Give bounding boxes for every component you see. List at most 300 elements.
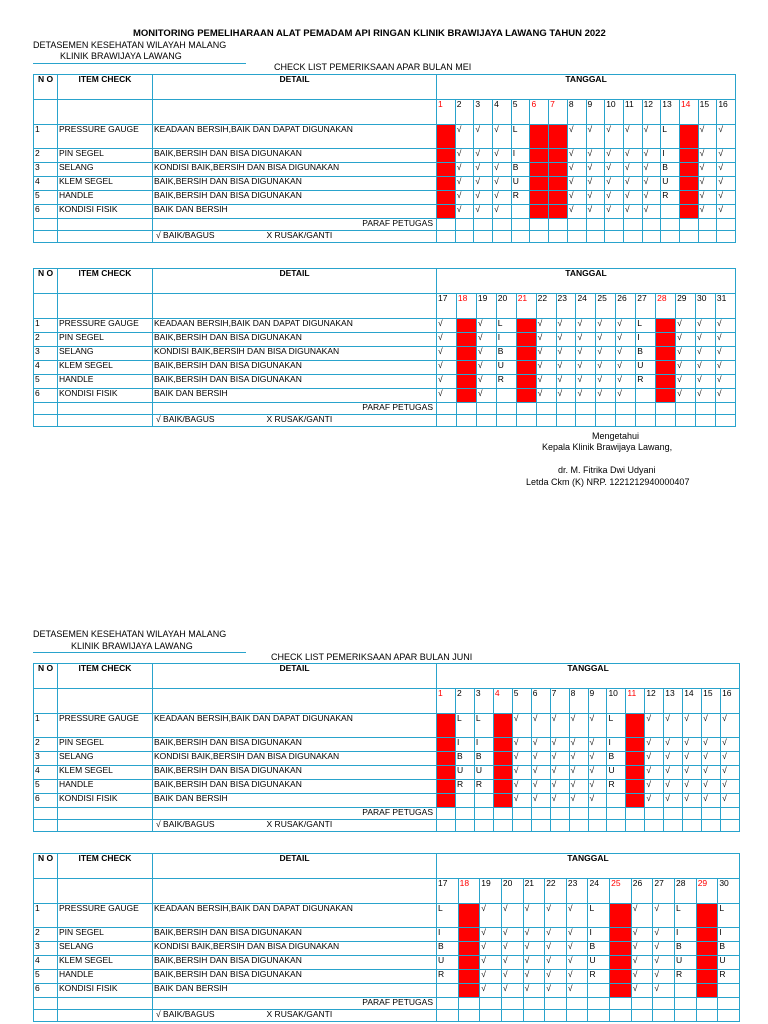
paraf-cell <box>496 403 516 415</box>
item-name: SELANG <box>58 163 153 177</box>
status-mark: B <box>496 347 516 361</box>
status-mark: √ <box>550 738 569 752</box>
holiday-cell <box>516 389 536 403</box>
status-mark: √ <box>476 375 496 389</box>
status-mark: √ <box>664 738 683 752</box>
empty-cell <box>696 1010 718 1022</box>
empty-cell <box>545 1010 567 1022</box>
empty-cell <box>631 1010 653 1022</box>
status-mark: √ <box>523 928 545 942</box>
empty-cell <box>512 820 531 832</box>
legend-bad: X RUSAK/GANTI <box>266 819 333 829</box>
holiday-cell <box>626 752 645 766</box>
status-mark: R <box>661 191 680 205</box>
item-detail: BAIK,BERSIH DAN BISA DIGUNAKAN <box>153 177 437 191</box>
detail-header: DETAIL <box>153 664 437 689</box>
day-number: 16 <box>721 689 740 714</box>
status-mark: I <box>718 928 740 942</box>
paraf-cell <box>437 998 459 1010</box>
holiday-cell <box>437 149 456 163</box>
status-mark: √ <box>523 970 545 984</box>
status-mark: √ <box>567 149 586 163</box>
status-mark <box>675 984 697 998</box>
holiday-cell <box>437 714 456 738</box>
empty-cell <box>566 1010 588 1022</box>
item-name: KONDISI FISIK <box>58 794 153 808</box>
legend-good: √ BAIK/BAGUS <box>156 414 215 424</box>
status-mark: √ <box>501 970 523 984</box>
item-detail: BAIK DAN BERSIH <box>153 794 437 808</box>
status-mark: √ <box>695 319 715 333</box>
row-number: 3 <box>34 347 58 361</box>
item-name: SELANG <box>58 347 153 361</box>
day-number: 19 <box>476 294 496 319</box>
status-mark: √ <box>715 361 735 375</box>
paraf-cell <box>493 219 512 231</box>
status-mark: √ <box>501 942 523 956</box>
status-mark: L <box>675 904 697 928</box>
item-detail: KEADAAN BERSIH,BAIK DAN DAPAT DIGUNAKAN <box>153 904 437 928</box>
holiday-cell <box>656 389 676 403</box>
status-mark: √ <box>605 125 624 149</box>
item-detail: BAIK,BERSIH DAN BISA DIGUNAKAN <box>153 956 437 970</box>
status-mark: √ <box>569 752 588 766</box>
day-number: 29 <box>676 294 696 319</box>
empty-cell <box>605 231 624 243</box>
empty-cell <box>58 100 153 125</box>
holiday-cell <box>549 205 568 219</box>
status-mark: √ <box>695 347 715 361</box>
empty-cell <box>34 231 58 243</box>
item-detail: BAIK,BERSIH DAN BISA DIGUNAKAN <box>153 191 437 205</box>
status-mark: √ <box>501 928 523 942</box>
holiday-cell <box>493 738 512 752</box>
checklist-table <box>33 853 740 1022</box>
status-mark: √ <box>567 125 586 149</box>
status-mark: √ <box>550 780 569 794</box>
status-mark: √ <box>645 714 664 738</box>
status-mark: R <box>474 780 493 794</box>
day-number: 9 <box>586 100 605 125</box>
status-mark: √ <box>596 347 616 361</box>
status-mark: √ <box>586 125 605 149</box>
paraf-cell <box>458 998 480 1010</box>
empty-cell <box>34 820 58 832</box>
status-mark: √ <box>536 389 556 403</box>
holiday-cell <box>549 177 568 191</box>
row-number: 4 <box>34 177 58 191</box>
empty-cell <box>683 820 702 832</box>
no-header: N O <box>34 664 58 689</box>
day-number: 10 <box>605 100 624 125</box>
holiday-cell <box>679 191 698 205</box>
holiday-cell <box>456 375 476 389</box>
holiday-cell <box>437 125 456 149</box>
empty-cell <box>480 1010 502 1022</box>
status-mark: √ <box>476 333 496 347</box>
empty-cell <box>153 100 437 125</box>
paraf-cell <box>695 403 715 415</box>
holiday-cell <box>437 780 456 794</box>
item-check-header: ITEM CHECK <box>58 269 153 294</box>
status-mark: √ <box>645 780 664 794</box>
detail-header: DETAIL <box>153 75 437 100</box>
status-mark: √ <box>512 766 531 780</box>
row-number: 5 <box>34 191 58 205</box>
item-check-header: ITEM CHECK <box>58 854 153 879</box>
status-mark: √ <box>531 766 550 780</box>
status-mark: √ <box>653 984 675 998</box>
item-name: KLEM SEGEL <box>58 361 153 375</box>
status-mark: √ <box>567 205 586 219</box>
holiday-cell <box>493 714 512 738</box>
status-mark: √ <box>605 163 624 177</box>
status-mark: √ <box>631 904 653 928</box>
status-mark: I <box>636 333 656 347</box>
item-detail: KONDISI BAIK,BERSIH DAN BISA DIGUNAKAN <box>153 942 437 956</box>
status-mark: √ <box>676 319 696 333</box>
holiday-cell <box>458 970 480 984</box>
day-number: 14 <box>683 689 702 714</box>
status-mark: √ <box>715 333 735 347</box>
status-mark: √ <box>631 956 653 970</box>
status-mark: √ <box>501 956 523 970</box>
item-name: PRESSURE GAUGE <box>58 714 153 738</box>
item-detail: BAIK DAN BERSIH <box>153 205 437 219</box>
empty-cell <box>496 415 516 427</box>
empty-cell <box>58 689 153 714</box>
day-number: 30 <box>695 294 715 319</box>
empty-cell <box>153 879 437 904</box>
status-mark: √ <box>698 205 717 219</box>
item-detail: BAIK,BERSIH DAN BISA DIGUNAKAN <box>153 780 437 794</box>
item-detail: BAIK,BERSIH DAN BISA DIGUNAKAN <box>153 375 437 389</box>
status-mark: √ <box>717 125 736 149</box>
status-mark: √ <box>653 942 675 956</box>
holiday-cell <box>437 205 456 219</box>
status-mark: U <box>636 361 656 375</box>
status-mark: √ <box>523 956 545 970</box>
status-mark: U <box>437 956 459 970</box>
empty-cell <box>626 820 645 832</box>
status-mark: √ <box>715 389 735 403</box>
holiday-cell <box>679 177 698 191</box>
status-mark: √ <box>531 794 550 808</box>
underline <box>33 652 246 653</box>
day-number: 8 <box>567 100 586 125</box>
status-mark: √ <box>588 752 607 766</box>
holiday-cell <box>610 904 632 928</box>
empty-cell <box>698 231 717 243</box>
day-number: 14 <box>679 100 698 125</box>
status-mark: √ <box>717 177 736 191</box>
status-mark: I <box>455 738 474 752</box>
empty-cell <box>455 231 474 243</box>
empty-cell <box>607 820 626 832</box>
empty-cell <box>656 415 676 427</box>
status-mark: L <box>496 319 516 333</box>
status-mark: √ <box>480 904 502 928</box>
empty-cell <box>58 294 153 319</box>
status-mark <box>511 205 530 219</box>
status-mark: L <box>588 904 610 928</box>
status-mark: √ <box>683 780 702 794</box>
holiday-cell <box>626 714 645 738</box>
status-mark: √ <box>556 361 576 375</box>
section-heading: CHECK LIST PEMERIKSAAN APAR BULAN JUNI <box>271 652 473 662</box>
status-mark: √ <box>721 766 740 780</box>
status-mark: U <box>474 766 493 780</box>
paraf-label: PARAF PETUGAS <box>153 998 437 1010</box>
holiday-cell <box>696 928 718 942</box>
item-name: PIN SEGEL <box>58 738 153 752</box>
holiday-cell <box>610 970 632 984</box>
empty-cell <box>153 689 437 714</box>
status-mark: √ <box>437 389 457 403</box>
no-header: N O <box>34 269 58 294</box>
status-mark: L <box>455 714 474 738</box>
empty-cell <box>437 415 457 427</box>
status-mark: √ <box>536 361 556 375</box>
status-mark <box>455 794 474 808</box>
item-name: PIN SEGEL <box>58 333 153 347</box>
empty-cell <box>576 415 596 427</box>
paraf-cell <box>715 403 735 415</box>
row-number: 1 <box>34 714 58 738</box>
status-mark: L <box>718 904 740 928</box>
empty-cell <box>596 415 616 427</box>
empty-cell <box>511 231 530 243</box>
item-detail: KEADAAN BERSIH,BAIK DAN DAPAT DIGUNAKAN <box>153 125 437 149</box>
holiday-cell <box>530 163 549 177</box>
empty-cell <box>569 820 588 832</box>
day-number: 28 <box>675 879 697 904</box>
status-mark: √ <box>523 942 545 956</box>
status-mark: √ <box>683 794 702 808</box>
status-mark: √ <box>616 361 636 375</box>
status-mark: √ <box>645 794 664 808</box>
empty-cell <box>616 415 636 427</box>
item-detail: KONDISI BAIK,BERSIH DAN BISA DIGUNAKAN <box>153 347 437 361</box>
status-mark: √ <box>721 738 740 752</box>
status-mark: √ <box>536 333 556 347</box>
day-number: 18 <box>458 879 480 904</box>
status-mark: √ <box>531 780 550 794</box>
holiday-cell <box>656 347 676 361</box>
holiday-cell <box>679 149 698 163</box>
day-number: 9 <box>588 689 607 714</box>
status-mark: √ <box>616 389 636 403</box>
holiday-cell <box>696 970 718 984</box>
status-mark: √ <box>645 766 664 780</box>
status-mark: √ <box>545 928 567 942</box>
empty-cell <box>721 820 740 832</box>
holiday-cell <box>530 177 549 191</box>
status-mark: √ <box>664 714 683 738</box>
holiday-cell <box>679 125 698 149</box>
item-check-header: ITEM CHECK <box>58 75 153 100</box>
day-number: 15 <box>702 689 721 714</box>
paraf-cell <box>588 808 607 820</box>
status-mark: U <box>661 177 680 191</box>
status-mark: √ <box>631 942 653 956</box>
status-mark: √ <box>437 347 457 361</box>
status-mark: √ <box>695 375 715 389</box>
paraf-cell <box>569 808 588 820</box>
paraf-cell <box>653 998 675 1010</box>
item-detail: BAIK,BERSIH DAN BISA DIGUNAKAN <box>153 928 437 942</box>
empty-cell <box>474 231 493 243</box>
status-mark: B <box>437 942 459 956</box>
status-mark <box>437 984 459 998</box>
item-detail: BAIK DAN BERSIH <box>153 984 437 998</box>
empty-cell <box>588 1010 610 1022</box>
empty-cell <box>664 820 683 832</box>
status-mark <box>474 794 493 808</box>
item-name: PIN SEGEL <box>58 149 153 163</box>
day-number: 24 <box>576 294 596 319</box>
paraf-cell <box>456 403 476 415</box>
paraf-cell <box>698 219 717 231</box>
status-mark: B <box>607 752 626 766</box>
empty-cell <box>34 100 58 125</box>
empty-cell <box>645 820 664 832</box>
holiday-cell <box>493 752 512 766</box>
status-mark: √ <box>623 149 642 163</box>
empty-cell <box>476 415 496 427</box>
empty-cell <box>34 689 58 714</box>
empty-cell <box>437 820 456 832</box>
day-number: 15 <box>698 100 717 125</box>
status-mark: U <box>675 956 697 970</box>
paraf-cell <box>605 219 624 231</box>
status-mark: √ <box>631 970 653 984</box>
status-mark: I <box>511 149 530 163</box>
status-mark: R <box>588 970 610 984</box>
status-mark: √ <box>642 163 661 177</box>
item-name: KLEM SEGEL <box>58 177 153 191</box>
signature-label: Mengetahui <box>592 431 640 441</box>
status-mark: B <box>588 942 610 956</box>
status-mark: √ <box>474 191 493 205</box>
holiday-cell <box>437 191 456 205</box>
status-mark: √ <box>715 319 735 333</box>
status-mark: √ <box>642 191 661 205</box>
holiday-cell <box>626 794 645 808</box>
status-mark: √ <box>536 375 556 389</box>
status-mark: U <box>607 766 626 780</box>
status-mark: √ <box>474 125 493 149</box>
empty-cell <box>493 231 512 243</box>
day-number: 7 <box>550 689 569 714</box>
detail-header: DETAIL <box>153 854 437 879</box>
status-mark: √ <box>474 149 493 163</box>
holiday-cell <box>456 319 476 333</box>
status-mark: √ <box>576 333 596 347</box>
day-number: 24 <box>588 879 610 904</box>
paraf-cell <box>718 998 740 1010</box>
status-mark: √ <box>676 361 696 375</box>
row-number: 2 <box>34 149 58 163</box>
holiday-cell <box>437 163 456 177</box>
status-mark: U <box>511 177 530 191</box>
holiday-cell <box>516 333 536 347</box>
holiday-cell <box>656 333 676 347</box>
holiday-cell <box>493 780 512 794</box>
day-number: 25 <box>596 294 616 319</box>
row-number: 2 <box>34 928 58 942</box>
paraf-cell <box>702 808 721 820</box>
status-mark: √ <box>645 738 664 752</box>
empty-cell <box>676 415 696 427</box>
status-mark: I <box>607 738 626 752</box>
status-mark: √ <box>605 191 624 205</box>
status-mark: √ <box>437 361 457 375</box>
org-name: DETASEMEN KESEHATAN WILAYAH MALANG <box>33 40 227 50</box>
empty-cell <box>661 231 680 243</box>
checklist-table <box>33 663 740 832</box>
empty-cell <box>536 415 556 427</box>
status-mark: √ <box>642 177 661 191</box>
item-name: SELANG <box>58 942 153 956</box>
day-number: 20 <box>496 294 516 319</box>
status-mark: √ <box>550 766 569 780</box>
status-mark: √ <box>596 361 616 375</box>
item-check-header: ITEM CHECK <box>58 664 153 689</box>
status-mark: √ <box>476 347 496 361</box>
status-mark: √ <box>683 714 702 738</box>
status-mark: √ <box>596 389 616 403</box>
status-mark: √ <box>545 984 567 998</box>
empty-cell <box>653 1010 675 1022</box>
day-number: 22 <box>536 294 556 319</box>
holiday-cell <box>656 375 676 389</box>
day-number: 6 <box>530 100 549 125</box>
day-number: 17 <box>437 879 459 904</box>
paraf-cell <box>616 403 636 415</box>
status-mark: √ <box>676 389 696 403</box>
row-number: 5 <box>34 780 58 794</box>
signature-rank: Letda Ckm (K) NRP. 1221212940000407 <box>526 477 690 487</box>
status-mark: √ <box>556 375 576 389</box>
status-mark: √ <box>569 780 588 794</box>
status-mark: √ <box>493 149 512 163</box>
empty-cell <box>58 415 153 427</box>
status-mark: √ <box>653 970 675 984</box>
status-mark <box>496 389 516 403</box>
empty-cell <box>58 1010 153 1022</box>
day-number: 23 <box>566 879 588 904</box>
holiday-cell <box>530 149 549 163</box>
day-number: 29 <box>696 879 718 904</box>
tanggal-header: TANGGAL <box>437 854 740 879</box>
holiday-cell <box>493 766 512 780</box>
status-mark: √ <box>576 375 596 389</box>
day-number: 16 <box>717 100 736 125</box>
status-mark: B <box>636 347 656 361</box>
holiday-cell <box>696 904 718 928</box>
empty-cell <box>718 1010 740 1022</box>
empty-cell <box>550 820 569 832</box>
holiday-cell <box>516 319 536 333</box>
status-mark: L <box>437 904 459 928</box>
status-mark: √ <box>536 319 556 333</box>
status-mark: √ <box>567 177 586 191</box>
day-number: 23 <box>556 294 576 319</box>
status-mark: √ <box>550 752 569 766</box>
status-mark: U <box>496 361 516 375</box>
legend-good: √ BAIK/BAGUS <box>156 1009 215 1019</box>
